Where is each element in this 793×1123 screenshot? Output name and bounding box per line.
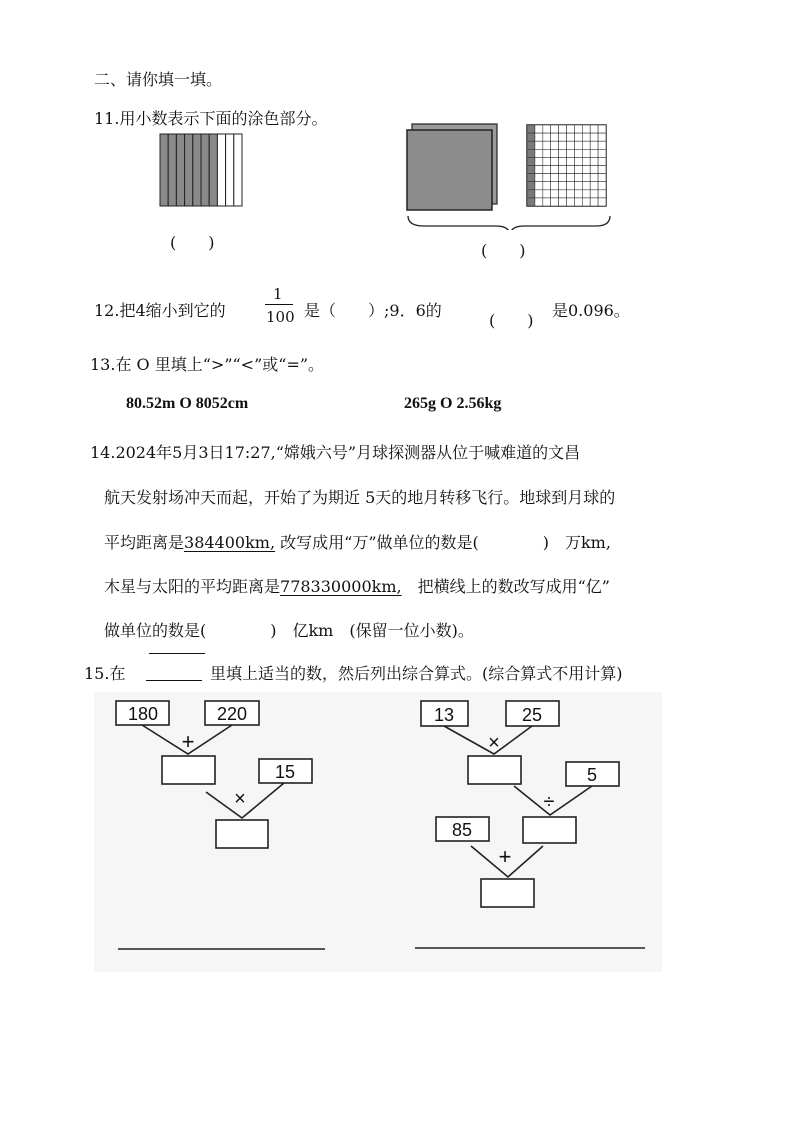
grid-cell [527, 141, 535, 149]
grid-cell [567, 174, 575, 182]
grid-cell [551, 174, 559, 182]
q12-suffix: 是0.096。 [552, 301, 630, 320]
grid-cell [535, 133, 543, 141]
q14-line4-a: 木星与太阳的平均距离是 [104, 577, 281, 596]
left-times-icon: × [234, 788, 246, 810]
left-answer-box-2[interactable] [216, 820, 268, 848]
grid-cell [535, 125, 543, 133]
q15-box-top-edge [149, 653, 205, 654]
grid-cell [574, 174, 582, 182]
grid-cell [590, 141, 598, 149]
strip [209, 134, 217, 206]
grid-cell [574, 133, 582, 141]
grid-cell [551, 182, 559, 190]
grid-cell [574, 190, 582, 198]
q11-blank-a[interactable]: ( ) [170, 233, 215, 252]
q12-mid: 是（ ）;9．6的 [304, 301, 442, 320]
grid-cell [559, 174, 567, 182]
grid-cell [598, 166, 606, 174]
grid-cell [590, 174, 598, 182]
strip [193, 134, 201, 206]
left-num-c: 15 [274, 762, 296, 782]
grid-cell [574, 198, 582, 206]
grid-cell [543, 125, 551, 133]
grid-cell [598, 198, 606, 206]
grid-cell [527, 149, 535, 157]
grid-cell [598, 125, 606, 133]
grid-cell [590, 166, 598, 174]
grid-cell [567, 190, 575, 198]
grid-cell [567, 149, 575, 157]
grid-cell [590, 157, 598, 165]
right-answer-box-3[interactable] [481, 879, 534, 907]
grid-cell [582, 190, 590, 198]
grid-cell [582, 174, 590, 182]
grid-cell [527, 125, 535, 133]
grid-cell [567, 125, 575, 133]
grid-cell [567, 133, 575, 141]
grid-cell [574, 157, 582, 165]
grid-cell [559, 182, 567, 190]
q12-fraction-denominator: 100 [266, 308, 295, 326]
grid-cell [559, 149, 567, 157]
grid-cell [559, 125, 567, 133]
grid-cell [551, 157, 559, 165]
grid-cell [574, 166, 582, 174]
grid-cell [527, 174, 535, 182]
right-answer-box-1[interactable] [468, 756, 521, 784]
q12-blank[interactable]: ( ) [489, 311, 534, 330]
q15-prefix: 15.在 [84, 664, 126, 683]
grid-cell [559, 190, 567, 198]
q14-earth-moon-distance: 384400km, [184, 533, 276, 552]
q13-text: 13.在 O 里填上“>”“<”或“=”。 [90, 355, 325, 374]
grid-cell [590, 125, 598, 133]
grid-cell [551, 125, 559, 133]
grid-cell [535, 182, 543, 190]
grid-cell [582, 125, 590, 133]
section-title: 二、请你填一填。 [94, 70, 223, 89]
grid-cell [582, 133, 590, 141]
left-num-b: 220 [216, 704, 248, 724]
grid-cell [543, 133, 551, 141]
strip [176, 134, 184, 206]
right-num-c: 5 [586, 765, 598, 785]
right-times-icon: × [488, 732, 500, 754]
grid-cell [543, 157, 551, 165]
grid-cell [551, 133, 559, 141]
right-num-d: 85 [451, 820, 473, 840]
grid-cell [559, 166, 567, 174]
q14-line3-a: 平均距离是 [104, 533, 185, 552]
grid-cell [567, 198, 575, 206]
grid-cell [590, 190, 598, 198]
q11-blank-b[interactable]: ( ) [481, 241, 526, 260]
grid-cell [543, 198, 551, 206]
q13-compare-right: 265g O 2.56kg [404, 395, 502, 412]
grid-cell [574, 141, 582, 149]
right-plus-icon: + [498, 844, 512, 869]
grid-cell [551, 141, 559, 149]
grid-cell [551, 166, 559, 174]
strip [185, 134, 193, 206]
q14-line5: 做单位的数是( ) 亿km (保留一位小数)。 [104, 621, 474, 640]
grid-cell [598, 141, 606, 149]
q14-line2: 航天发射场冲天而起，开始了为期近 5天的地月转移飞行。地球到月球的 [104, 488, 616, 507]
q14-jupiter-sun-distance: 778330000km, [280, 577, 402, 596]
grid-cell [527, 166, 535, 174]
grid-cell [551, 149, 559, 157]
grid-cell [535, 157, 543, 165]
q12-fraction-numerator: 1 [273, 285, 283, 303]
q15-diagrams [94, 692, 662, 972]
grid-cell [582, 198, 590, 206]
grid-cell [582, 157, 590, 165]
grid-cell [598, 133, 606, 141]
left-plus-icon: + [181, 729, 195, 754]
q12-fraction-bar [265, 304, 293, 305]
strip [160, 134, 168, 206]
q14-line3 [104, 530, 611, 553]
right-answer-box-2[interactable] [523, 817, 576, 843]
grid-cell [527, 182, 535, 190]
q11-figure-strips [158, 132, 244, 208]
grid-cell [527, 133, 535, 141]
grid-cell [567, 182, 575, 190]
strip [226, 134, 234, 206]
grid-cell [543, 190, 551, 198]
strip [201, 134, 209, 206]
grid-cell [590, 198, 598, 206]
grid-cell [567, 157, 575, 165]
grid-cell [582, 149, 590, 157]
grid-cell [535, 198, 543, 206]
grid-cell [543, 149, 551, 157]
q13-compare-left: 80.52m O 8052cm [126, 395, 249, 412]
grid-cell [535, 149, 543, 157]
left-answer-box-1[interactable] [162, 756, 215, 784]
grid-cell [598, 174, 606, 182]
grid-cell [582, 141, 590, 149]
grid-cell [543, 141, 551, 149]
grid-cell [543, 174, 551, 182]
right-num-b: 25 [521, 705, 543, 725]
grid-cell [598, 190, 606, 198]
grid-cell [535, 190, 543, 198]
strip [217, 134, 225, 206]
q11-text: 11.用小数表示下面的涂色部分。 [94, 109, 328, 128]
strip [234, 134, 242, 206]
q14-line3-b: 改写成用“万”做单位的数是( ) 万km, [275, 533, 611, 552]
right-divide-icon: ÷ [543, 791, 555, 813]
grid-cell [527, 157, 535, 165]
q15-box-bottom-edge [146, 680, 202, 681]
grid-cell [598, 149, 606, 157]
strip [168, 134, 176, 206]
grid-cell [535, 174, 543, 182]
grid-cell [598, 182, 606, 190]
grid-cell [551, 198, 559, 206]
grid-cell [590, 133, 598, 141]
grid-cell [582, 182, 590, 190]
q14-line4-b: 把横线上的数改写成用“亿” [401, 577, 610, 596]
grid-cell [559, 157, 567, 165]
grid-cell [559, 133, 567, 141]
grid-cell [574, 125, 582, 133]
grid-cell [567, 141, 575, 149]
grid-cell [527, 190, 535, 198]
grid-cell [559, 198, 567, 206]
q12-prefix: 12.把4缩小到它的 [94, 301, 226, 320]
grid-cell [574, 149, 582, 157]
grid-cell [590, 182, 598, 190]
grid-cell [535, 141, 543, 149]
grid-cell [551, 190, 559, 198]
right-num-a: 13 [433, 705, 455, 725]
grid-cell [582, 166, 590, 174]
q15-suffix: 里填上适当的数，然后列出综合算式。(综合算式不用计算) [210, 664, 623, 683]
grid-cell [535, 166, 543, 174]
grid-cell [574, 182, 582, 190]
q14-line4 [104, 574, 610, 597]
q11-figure-squares [400, 118, 615, 230]
q14-line1: 14.2024年5月3日17:27,“嫦娥六号”月球探测器从位于喊难道的文昌 [90, 443, 581, 462]
grid-cell [543, 182, 551, 190]
grid-cell [543, 166, 551, 174]
grid-cell [559, 141, 567, 149]
grid-cell [590, 149, 598, 157]
left-num-a: 180 [127, 704, 159, 724]
grid-cell [567, 166, 575, 174]
grid-cell [527, 198, 535, 206]
grid-cell [598, 157, 606, 165]
